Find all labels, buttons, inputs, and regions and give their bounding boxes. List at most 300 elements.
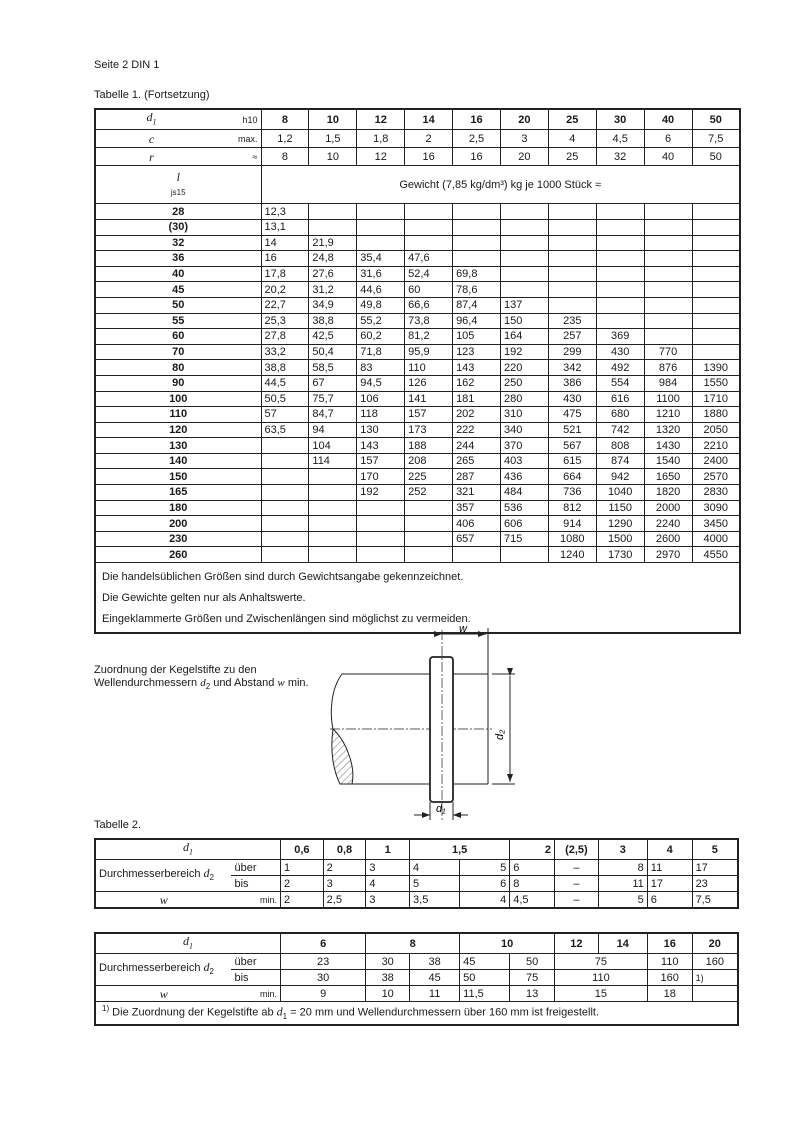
t2b-footnote-row <box>95 1002 738 1026</box>
t2b-cell: 50 <box>510 954 555 970</box>
weight-cell: 83 <box>357 360 405 376</box>
t2a-cell: 4 <box>460 892 510 909</box>
weight-cell: 742 <box>596 422 644 438</box>
length-cell: 180 <box>95 500 261 516</box>
weight-cell: 357 <box>453 500 501 516</box>
weight-cell: 3450 <box>692 516 740 532</box>
weight-cell: 430 <box>596 344 644 360</box>
weight-cell: 13,1 <box>261 219 309 235</box>
t1-d1-cell: 20 <box>500 109 548 130</box>
t2b-cell: 50 <box>460 970 510 986</box>
weight-cell: 715 <box>500 531 548 547</box>
weight-cell: 2600 <box>644 531 692 547</box>
t2a-over-label: über <box>231 860 280 876</box>
weight-cell: 105 <box>453 329 501 345</box>
t1-d1-cell: 12 <box>357 109 405 130</box>
weight-cell: 436 <box>500 469 548 485</box>
t2b-w-label: w <box>95 986 231 1002</box>
t2b-cell: 110 <box>647 954 692 970</box>
t2b-cell: 13 <box>510 986 555 1002</box>
t2b-d1-cell: 20 <box>692 933 738 954</box>
weight-cell: 27,6 <box>309 266 357 282</box>
length-cell: 100 <box>95 391 261 407</box>
weight-cell: 1820 <box>644 485 692 501</box>
length-cell: 110 <box>95 407 261 423</box>
weight-cell: 57 <box>261 407 309 423</box>
t1-d1-cell: 30 <box>596 109 644 130</box>
length-cell: 32 <box>95 235 261 251</box>
weight-cell: 55,2 <box>357 313 405 329</box>
c-unit: max. <box>207 130 261 148</box>
t2a-cell: 3,5 <box>410 892 460 909</box>
t2a-cell: – <box>555 860 599 876</box>
weight-cell: 44,5 <box>261 375 309 391</box>
weight-cell: 680 <box>596 407 644 423</box>
t2a-w-unit: min. <box>231 892 280 909</box>
weight-cell: 21,9 <box>309 235 357 251</box>
t2b-cell: 30 <box>366 954 410 970</box>
t1-c-cell: 1,5 <box>309 130 357 148</box>
t2b-d1-row <box>95 933 738 954</box>
r-unit: ≈ <box>207 148 261 166</box>
t2a-cell: 2,5 <box>323 892 366 909</box>
t2a-cell: 5 <box>410 876 460 892</box>
weight-cell: 370 <box>500 438 548 454</box>
t2a-cell: 8 <box>510 876 555 892</box>
figure-caption-line2: Wellendurchmessern $d_2$ und Abstand w min. <box>94 677 309 692</box>
t1-r-cell: 12 <box>357 148 405 166</box>
weight-cell: 1080 <box>548 531 596 547</box>
t2b-cell: 38 <box>366 970 410 986</box>
t1-r-cell: 20 <box>500 148 548 166</box>
t1-c-cell: 2 <box>405 130 453 148</box>
t2b-range-label: Durchmesserbereich $d_2$ <box>95 954 231 986</box>
t2b-cell: 9 <box>281 986 366 1002</box>
t2a-cell: 17 <box>647 876 692 892</box>
weight-cell: 66,6 <box>405 297 453 313</box>
weight-cell: 78,6 <box>453 282 501 298</box>
weight-cell: 342 <box>548 360 596 376</box>
weight-cell: 321 <box>453 485 501 501</box>
weight-cell: 73,8 <box>405 313 453 329</box>
t1-r-cell: 40 <box>644 148 692 166</box>
weight-cell: 874 <box>596 453 644 469</box>
t2a-d1-cell: 0,6 <box>281 839 324 860</box>
t2a-d1-label: $d_1$ <box>95 839 281 860</box>
weight-cell: 114 <box>309 453 357 469</box>
weight-cell: 47,6 <box>405 251 453 267</box>
t2a-cell: 5 <box>598 892 647 909</box>
t2a-cell: 6 <box>647 892 692 909</box>
t2a-d1-cell: 1 <box>366 839 410 860</box>
note-text: Eingeklammerte Größen und Zwischenlängen sind möglichst zu vermeiden. <box>102 613 471 626</box>
weight-cell: 44,6 <box>357 282 405 298</box>
t2b-d1-cell: 6 <box>281 933 366 954</box>
shaft-section-hatch <box>332 729 353 784</box>
t2a-d1-cell: 5 <box>692 839 738 860</box>
t1-c-cell: 4,5 <box>596 130 644 148</box>
t2b-d1-label: $d_1$ <box>95 933 281 954</box>
length-cell: 55 <box>95 313 261 329</box>
weight-cell: 38,8 <box>309 313 357 329</box>
weight-cell: 280 <box>500 391 548 407</box>
weight-cell: 49,8 <box>357 297 405 313</box>
t1-d1-cell: 10 <box>309 109 357 130</box>
t2a-cell: 6 <box>460 876 510 892</box>
figure-caption-line1: Zuordnung der Kegelstifte zu den <box>94 664 257 676</box>
length-cell: 200 <box>95 516 261 532</box>
weight-cell: 123 <box>453 344 501 360</box>
note-text: Die handelsüblichen Größen sind durch Gewichtsangabe gekennzeichnet. <box>102 571 464 584</box>
weight-cell: 4000 <box>692 531 740 547</box>
t2b-cell: 38 <box>410 954 460 970</box>
weight-cell: 202 <box>453 407 501 423</box>
t2a-to-label: bis <box>231 876 280 892</box>
t2a-cell: 2 <box>323 860 366 876</box>
weight-cell: 87,4 <box>453 297 501 313</box>
t2a-w-row <box>95 892 738 909</box>
weight-cell: 31,2 <box>309 282 357 298</box>
t1-r-cell: 25 <box>548 148 596 166</box>
weight-cell: 1150 <box>596 500 644 516</box>
t1-d1-cell: 16 <box>453 109 501 130</box>
weight-cell: 2400 <box>692 453 740 469</box>
t2b-cell: 45 <box>460 954 510 970</box>
t2a-cell: 1 <box>281 860 324 876</box>
weight-cell: 386 <box>548 375 596 391</box>
t2a-cell: 7,5 <box>692 892 738 909</box>
t1-r-cell: 10 <box>309 148 357 166</box>
weight-cell: 1730 <box>596 547 644 563</box>
t1-d1-cell: 14 <box>405 109 453 130</box>
weight-cell: 192 <box>500 344 548 360</box>
t1-r-cell: 8 <box>261 148 309 166</box>
weight-cell: 94,5 <box>357 375 405 391</box>
t2b-d1-cell: 8 <box>366 933 460 954</box>
weight-cell: 235 <box>548 313 596 329</box>
length-cell: (30) <box>95 219 261 235</box>
t2a-cell: 3 <box>323 876 366 892</box>
table1-caption: Tabelle 1. (Fortsetzung) <box>94 89 210 101</box>
weight-cell: 173 <box>405 422 453 438</box>
weight-cell: 24,8 <box>309 251 357 267</box>
weight-cell: 299 <box>548 344 596 360</box>
weight-cell: 164 <box>500 329 548 345</box>
weight-cell: 484 <box>500 485 548 501</box>
weight-cell: 340 <box>500 422 548 438</box>
weight-cell: 222 <box>453 422 501 438</box>
t2a-cell: 3 <box>366 860 410 876</box>
t2a-w-label: w <box>95 892 231 909</box>
t2b-cell: 75 <box>510 970 555 986</box>
weight-cell: 192 <box>357 485 405 501</box>
t2a-cell: 4 <box>366 876 410 892</box>
t2b-cell: 160 <box>692 954 738 970</box>
weight-cell: 942 <box>596 469 644 485</box>
weight-cell: 137 <box>500 297 548 313</box>
t2a-d1-cell: 3 <box>598 839 647 860</box>
t2b-over-row <box>95 954 738 970</box>
t1-c-cell: 6 <box>644 130 692 148</box>
t2b-cell: 11,5 <box>460 986 510 1002</box>
t2b-cell: 15 <box>555 986 648 1002</box>
t2b-cell: 23 <box>281 954 366 970</box>
table2-caption: Tabelle 2. <box>94 819 142 831</box>
t2a-cell: 4 <box>410 860 460 876</box>
weight-cell: 657 <box>453 531 501 547</box>
weight-cell: 2000 <box>644 500 692 516</box>
weight-cell: 96,4 <box>453 313 501 329</box>
w-label: w <box>459 623 467 635</box>
weight-cell: 157 <box>357 453 405 469</box>
t2b-d1-cell: 12 <box>555 933 599 954</box>
t2b-d1-cell: 16 <box>647 933 692 954</box>
weight-cell: 33,2 <box>261 344 309 360</box>
t1-c-cell: 3 <box>500 130 548 148</box>
weight-cell: 736 <box>548 485 596 501</box>
l-unit: js15 <box>170 187 186 197</box>
length-cell: 90 <box>95 375 261 391</box>
weight-cell: 188 <box>405 438 453 454</box>
weight-cell: 60 <box>405 282 453 298</box>
weight-cell: 1710 <box>692 391 740 407</box>
weight-cell: 104 <box>309 438 357 454</box>
weight-cell: 12,3 <box>261 204 309 220</box>
t2b-cell: 30 <box>281 970 366 986</box>
t2b-footnote: $^{1)}$ Die Zuordnung der Kegelstifte ab $d_1 = 20$ mm und Wellendurchmessern über 160 mm ist freigestellt. <box>95 1002 738 1026</box>
r-label: r <box>95 148 207 166</box>
t2a-cell: 2 <box>281 876 324 892</box>
weight-cell: 1100 <box>644 391 692 407</box>
t2a-d1-cell: 4 <box>647 839 692 860</box>
t2a-d1-row <box>95 839 738 860</box>
t1-r-cell: 50 <box>692 148 740 166</box>
weight-cell: 38,8 <box>261 360 309 376</box>
t1-d1-cell: 8 <box>261 109 309 130</box>
weight-cell: 252 <box>405 485 453 501</box>
length-cell: 260 <box>95 547 261 563</box>
t1-d1-cell: 40 <box>644 109 692 130</box>
length-cell: 120 <box>95 422 261 438</box>
weight-cell: 52,4 <box>405 266 453 282</box>
weight-cell: 492 <box>596 360 644 376</box>
weight-cell: 521 <box>548 422 596 438</box>
d2-label: d₂ <box>494 729 506 740</box>
weight-cell: 50,4 <box>309 344 357 360</box>
t2b-cell <box>692 986 738 1002</box>
weight-cell: 914 <box>548 516 596 532</box>
weight-cell: 403 <box>500 453 548 469</box>
weight-cell: 225 <box>405 469 453 485</box>
weight-cell: 58,5 <box>309 360 357 376</box>
weight-cell: 141 <box>405 391 453 407</box>
weight-cell: 554 <box>596 375 644 391</box>
weight-cell: 536 <box>500 500 548 516</box>
weight-cell: 287 <box>453 469 501 485</box>
t1-c-cell: 1,8 <box>357 130 405 148</box>
t1-r-cell: 16 <box>453 148 501 166</box>
weight-cell: 31,6 <box>357 266 405 282</box>
t1-d1-cell: 25 <box>548 109 596 130</box>
weight-cell: 25,3 <box>261 313 309 329</box>
t2a-over-row <box>95 860 738 876</box>
weight-cell: 1390 <box>692 360 740 376</box>
t2a-cell: 8 <box>598 860 647 876</box>
weight-cell: 34,9 <box>309 297 357 313</box>
weight-heading: Gewicht (7,85 kg/dm³) kg je 1000 Stück ≈ <box>261 166 740 204</box>
weight-cell: 69,8 <box>453 266 501 282</box>
length-cell: 45 <box>95 282 261 298</box>
weight-cell: 118 <box>357 407 405 423</box>
t2b-w-row <box>95 986 738 1002</box>
t2b-cell: 110 <box>555 970 648 986</box>
weight-cell: 2830 <box>692 485 740 501</box>
note-text: Die Gewichte gelten nur als Anhaltswerte. <box>102 592 306 605</box>
weight-cell: 1040 <box>596 485 644 501</box>
weight-cell: 2050 <box>692 422 740 438</box>
weight-cell: 250 <box>500 375 548 391</box>
weight-cell: 220 <box>500 360 548 376</box>
taper-pin <box>430 657 453 802</box>
weight-cell: 16 <box>261 251 309 267</box>
weight-cell: 1320 <box>644 422 692 438</box>
weight-cell: 150 <box>500 313 548 329</box>
t2b-cell: 75 <box>555 954 648 970</box>
weight-cell: 2210 <box>692 438 740 454</box>
weight-cell: 369 <box>596 329 644 345</box>
length-cell: 28 <box>95 204 261 220</box>
t2a-cell: 6 <box>510 860 555 876</box>
t2b-cell: 160 <box>647 970 692 986</box>
weight-cell: 265 <box>453 453 501 469</box>
weight-cell: 310 <box>500 407 548 423</box>
length-cell: 165 <box>95 485 261 501</box>
weight-cell: 1550 <box>692 375 740 391</box>
weight-cell: 1650 <box>644 469 692 485</box>
t2a-cell: 5 <box>460 860 510 876</box>
weight-cell: 35,4 <box>357 251 405 267</box>
weight-cell: 143 <box>357 438 405 454</box>
weight-cell: 984 <box>644 375 692 391</box>
t2a-d1-cell: (2,5) <box>555 839 599 860</box>
weight-cell: 244 <box>453 438 501 454</box>
length-cell: 50 <box>95 297 261 313</box>
t1-d1-cell: 50 <box>692 109 740 130</box>
weight-cell: 50,5 <box>261 391 309 407</box>
t2a-cell: 11 <box>598 876 647 892</box>
t1-c-cell: 4 <box>548 130 596 148</box>
weight-cell: 567 <box>548 438 596 454</box>
weight-cell: 606 <box>500 516 548 532</box>
weight-cell: 181 <box>453 391 501 407</box>
weight-cell: 63,5 <box>261 422 309 438</box>
weight-cell: 130 <box>357 422 405 438</box>
weight-cell: 162 <box>453 375 501 391</box>
weight-cell: 71,8 <box>357 344 405 360</box>
t2a-cell: 3 <box>366 892 410 909</box>
weight-cell: 1500 <box>596 531 644 547</box>
t2a-cell: 11 <box>647 860 692 876</box>
t2b-over-label: über <box>231 954 280 970</box>
t2b-to-label: bis <box>231 970 280 986</box>
weight-cell: 95,9 <box>405 344 453 360</box>
t1-c-cell: 2,5 <box>453 130 501 148</box>
c-label: c <box>95 130 207 148</box>
weight-cell: 406 <box>453 516 501 532</box>
weight-cell: 22,7 <box>261 297 309 313</box>
weight-cell: 17,8 <box>261 266 309 282</box>
weight-cell: 60,2 <box>357 329 405 345</box>
weight-cell: 1210 <box>644 407 692 423</box>
weight-cell: 143 <box>453 360 501 376</box>
t2a-cell: 4,5 <box>510 892 555 909</box>
weight-cell: 110 <box>405 360 453 376</box>
t2a-cell: 17 <box>692 860 738 876</box>
weight-cell: 84,7 <box>309 407 357 423</box>
t2b-cell: 45 <box>410 970 460 986</box>
weight-cell: 94 <box>309 422 357 438</box>
weight-cell: 1240 <box>548 547 596 563</box>
d1-label: d₁ <box>436 803 446 815</box>
weight-cell: 42,5 <box>309 329 357 345</box>
t2a-range-label: Durchmesserbereich $d_2$ <box>95 860 231 892</box>
t2a-cell: – <box>555 892 599 909</box>
weight-cell: 157 <box>405 407 453 423</box>
t2a-d1-cell: 2 <box>510 839 555 860</box>
page-header: Seite 2 DIN 1 <box>94 59 160 71</box>
t2b-cell: 18 <box>647 986 692 1002</box>
weight-cell: 2570 <box>692 469 740 485</box>
weight-cell: 1880 <box>692 407 740 423</box>
t2a-cell: – <box>555 876 599 892</box>
weight-cell: 808 <box>596 438 644 454</box>
weight-cell: 770 <box>644 344 692 360</box>
assignment-table-part1 <box>94 838 739 909</box>
shaft-outline <box>331 674 488 729</box>
t2b-footnote-ref: 1) <box>692 970 738 986</box>
t2b-d1-cell: 14 <box>598 933 647 954</box>
length-cell: 150 <box>95 469 261 485</box>
weight-cell: 126 <box>405 375 453 391</box>
weight-cell: 81,2 <box>405 329 453 345</box>
weight-cell: 876 <box>644 360 692 376</box>
t2a-cell: 23 <box>692 876 738 892</box>
assignment-table-part2 <box>94 932 739 1026</box>
t2a-d1-cell: 1,5 <box>410 839 510 860</box>
weight-cell: 475 <box>548 407 596 423</box>
t2b-cell: 10 <box>366 986 410 1002</box>
length-cell: 70 <box>95 344 261 360</box>
weight-cell: 257 <box>548 329 596 345</box>
weight-cell: 1290 <box>596 516 644 532</box>
d1-label: $d_1$ <box>95 109 207 130</box>
length-cell: 230 <box>95 531 261 547</box>
d1-unit: h10 <box>207 109 261 130</box>
weight-cell: 615 <box>548 453 596 469</box>
weight-cell: 664 <box>548 469 596 485</box>
t1-c-cell: 1,2 <box>261 130 309 148</box>
weight-cell: 1430 <box>644 438 692 454</box>
t1-r-cell: 32 <box>596 148 644 166</box>
weight-cell: 616 <box>596 391 644 407</box>
t2a-d1-cell: 0,8 <box>323 839 366 860</box>
length-cell: 40 <box>95 266 261 282</box>
length-cell: 130 <box>95 438 261 454</box>
weight-cell: 812 <box>548 500 596 516</box>
weight-cell: 27,8 <box>261 329 309 345</box>
t2a-cell: 2 <box>281 892 324 909</box>
length-cell: 36 <box>95 251 261 267</box>
